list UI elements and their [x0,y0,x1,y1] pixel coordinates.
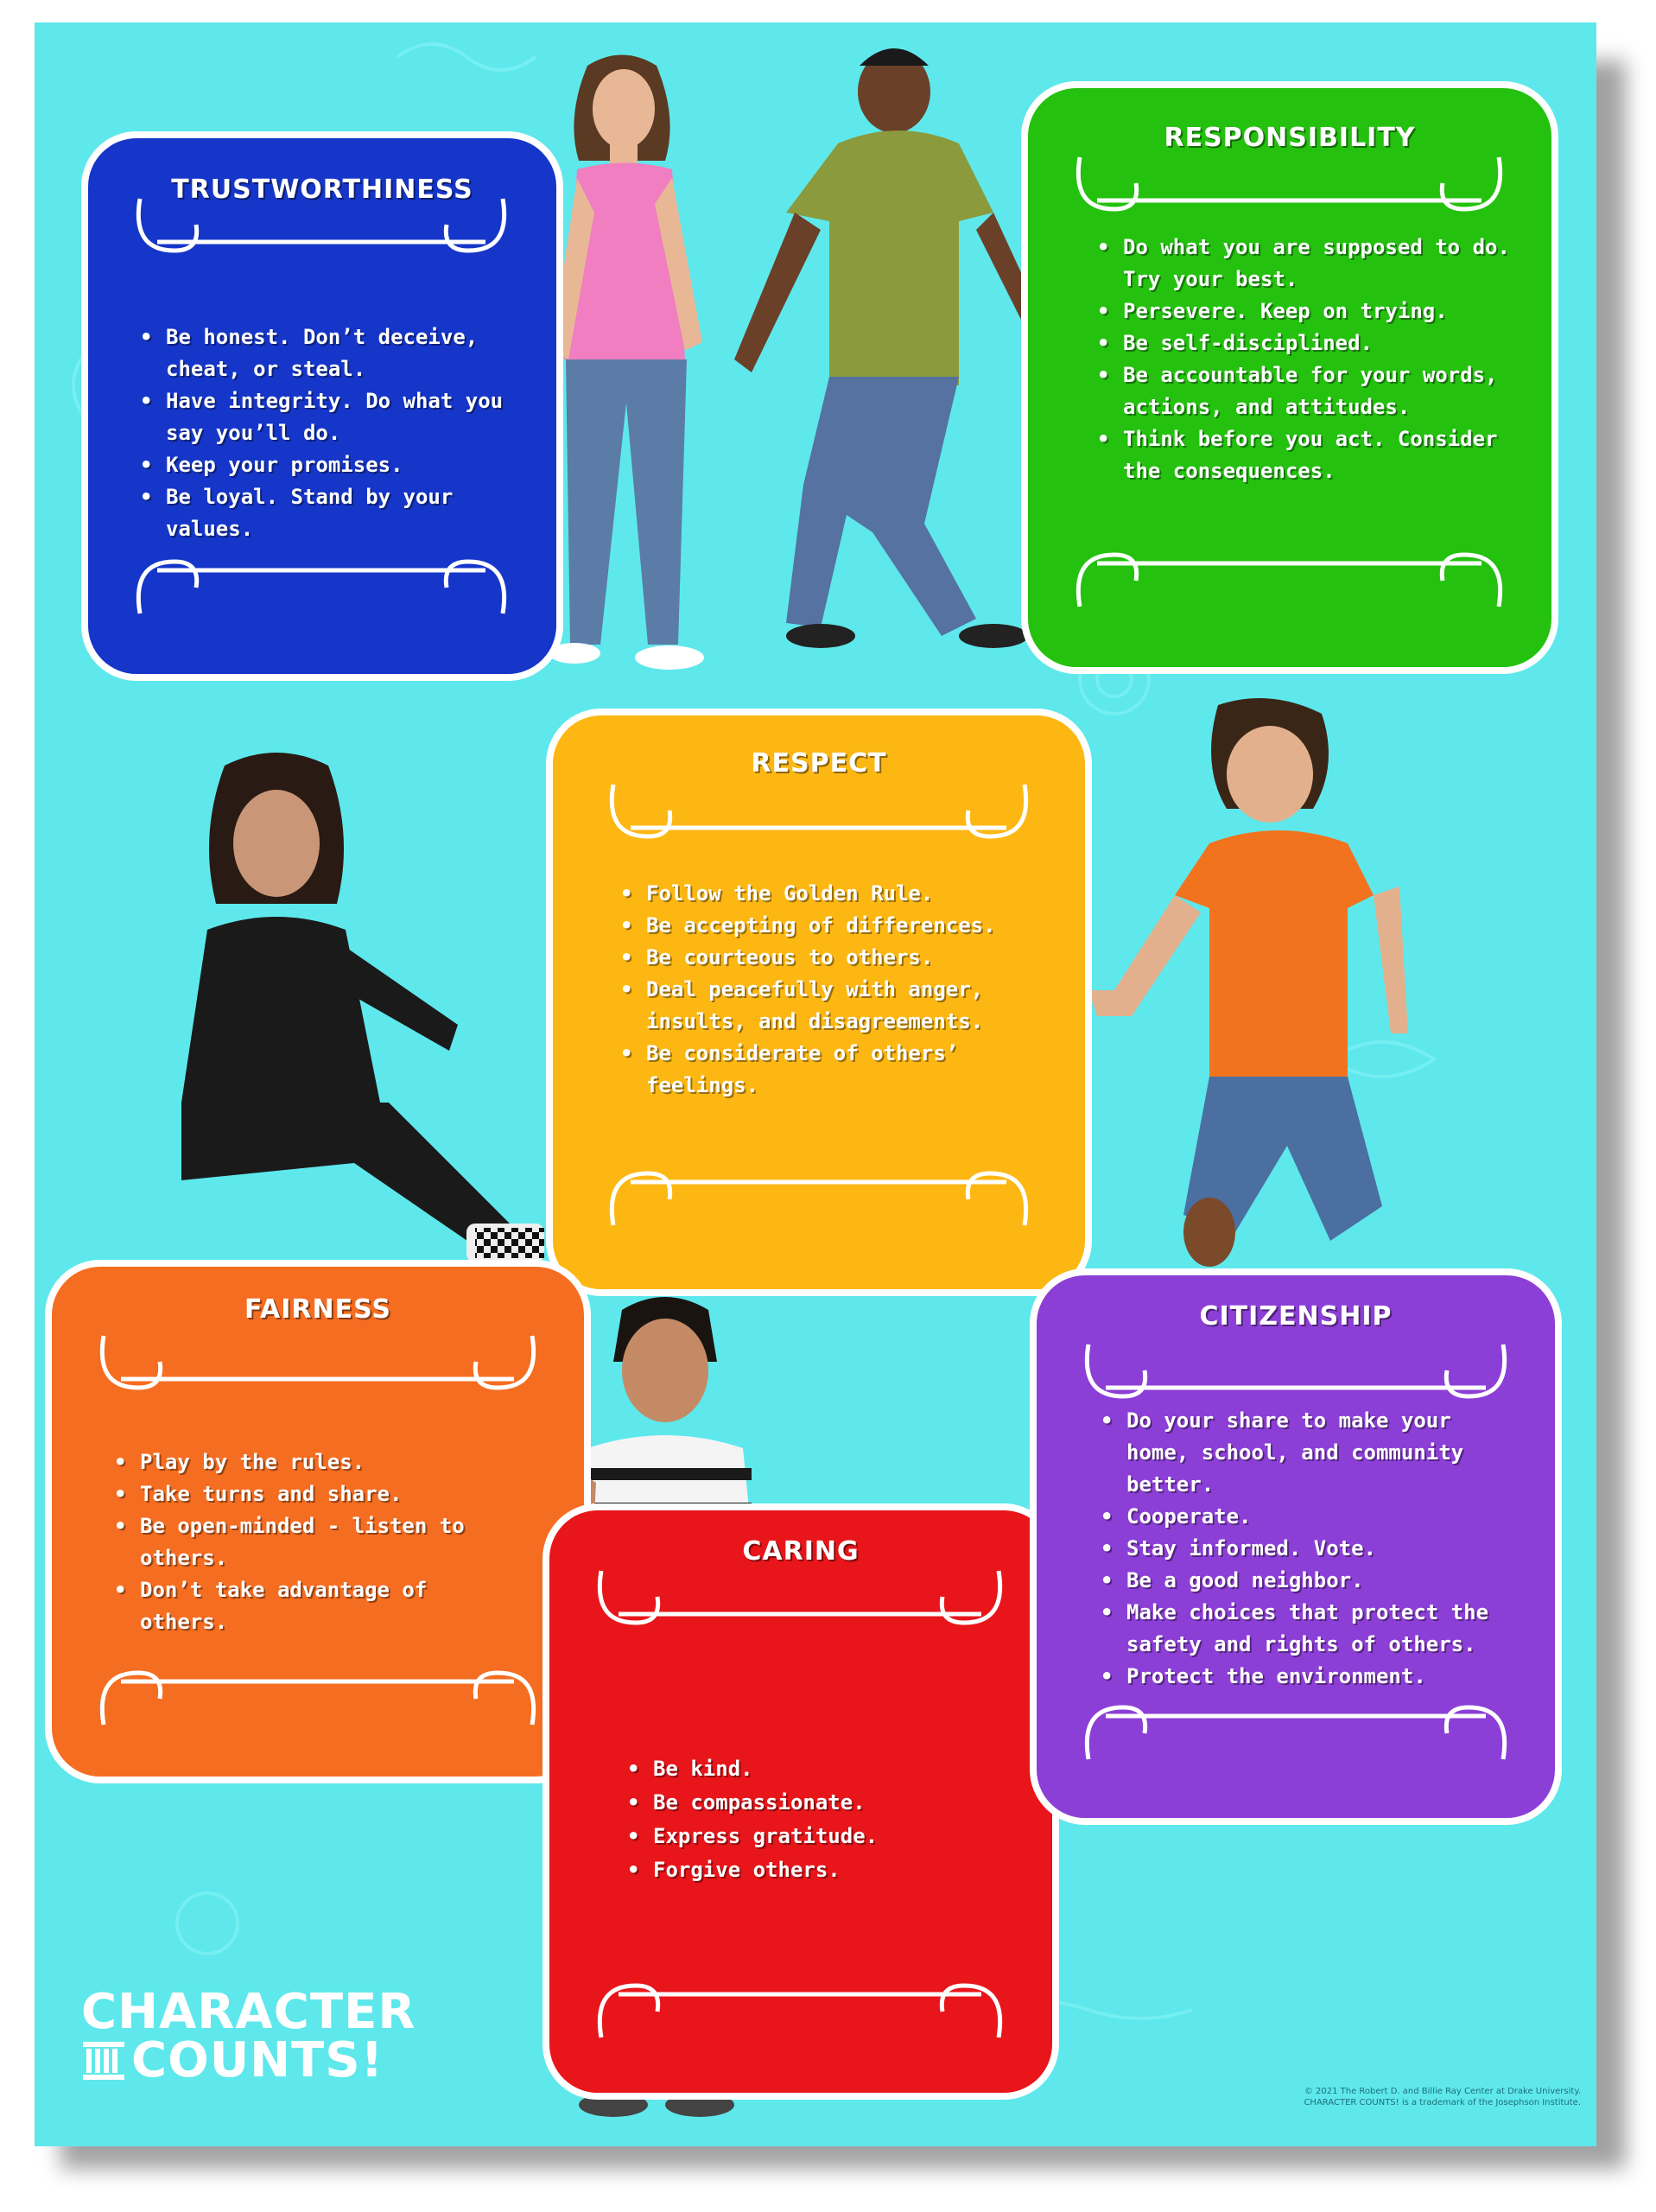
list-item: • Protect the environment. [1101,1661,1507,1693]
panel-title: RESPECT [751,748,887,779]
panel-trustworthiness [79,130,565,683]
list-item: • Express gratitude. [627,1820,1007,1853]
pillar-list [1097,232,1512,487]
panel-fairness [43,1258,593,1785]
list-item: • Don’t take advantage of others. [114,1574,520,1638]
list-item: • Be open-minded - listen to others. [114,1510,520,1574]
panel-title: CARING [742,1536,860,1567]
pillar-icon [81,2040,126,2082]
pillar-list [114,1446,520,1638]
pillar-list [620,878,1018,1102]
photo-boy-green-shirt [708,40,1071,662]
logo-line2: COUNTS! [131,2032,384,2088]
list-item: • Be honest. Don’t deceive, cheat, or steal. [140,321,520,385]
list-item: • Have integrity. Do what you say you’ll do. [140,385,520,449]
list-item: • Persevere. Keep on trying. [1097,296,1512,327]
panel-title: RESPONSIBILITY [1164,123,1416,153]
list-item: • Think before you act. Consider the consequences. [1097,423,1512,487]
list-item: • Be kind. [627,1752,1007,1786]
panel-title: FAIRNESS [244,1294,391,1325]
list-item: • Play by the rules. [114,1446,520,1478]
list-item: • Be accountable for your words, actions, and attitudes. [1097,359,1512,423]
panel-responsibility [1019,79,1560,676]
pillar-list [140,321,520,545]
list-item: • Make choices that protect the safety and rights of others. [1101,1597,1507,1661]
pillar-list [1101,1405,1507,1693]
character-counts-logo [81,1984,416,2088]
panel-title: TRUSTWORTHINESS [171,175,473,205]
list-item: • Do what you are supposed to do. Try your best. [1097,232,1512,296]
list-item: • Be compassionate. [627,1786,1007,1820]
list-item: • Be self-disciplined. [1097,327,1512,359]
panel-caring [541,1502,1061,2101]
character-counts-poster [35,22,1596,2146]
list-item: • Take turns and share. [114,1478,520,1510]
panel-title: CITIZENSHIP [1199,1301,1393,1332]
list-item: • Follow the Golden Rule. [620,878,1018,910]
photo-girl-sitting [104,748,579,1301]
list-item: • Keep your promises. [140,449,520,481]
logo-line1: CHARACTER [81,1984,416,2040]
list-item: • Be loyal. Stand by your values. [140,481,520,545]
list-item: • Forgive others. [627,1853,1007,1887]
list-item: • Be considerate of others’ feelings. [620,1038,1018,1102]
list-item: • Deal peacefully with anger, insults, and disagreements. [620,974,1018,1038]
list-item: • Be a good neighbor. [1101,1565,1507,1597]
pillar-list [627,1752,1007,1887]
copyright-notice [1270,2086,1581,2108]
list-item: • Stay informed. Vote. [1101,1533,1507,1565]
list-item: • Be accepting of differences. [620,910,1018,942]
list-item: • Be courteous to others. [620,942,1018,974]
copyright-line: © 2021 The Robert D. and Billie Ray Center at Drake University. [1304,2087,1581,2096]
photo-boy-orange-shirt [1088,696,1451,1284]
list-item: • Cooperate. [1101,1501,1507,1533]
list-item: • Do your share to make your home, school, and community better. [1101,1405,1507,1501]
trademark-line: CHARACTER COUNTS! is a trademark of the Josephson Institute. [1304,2098,1581,2107]
panel-respect [544,707,1094,1298]
panel-citizenship [1028,1267,1564,1827]
